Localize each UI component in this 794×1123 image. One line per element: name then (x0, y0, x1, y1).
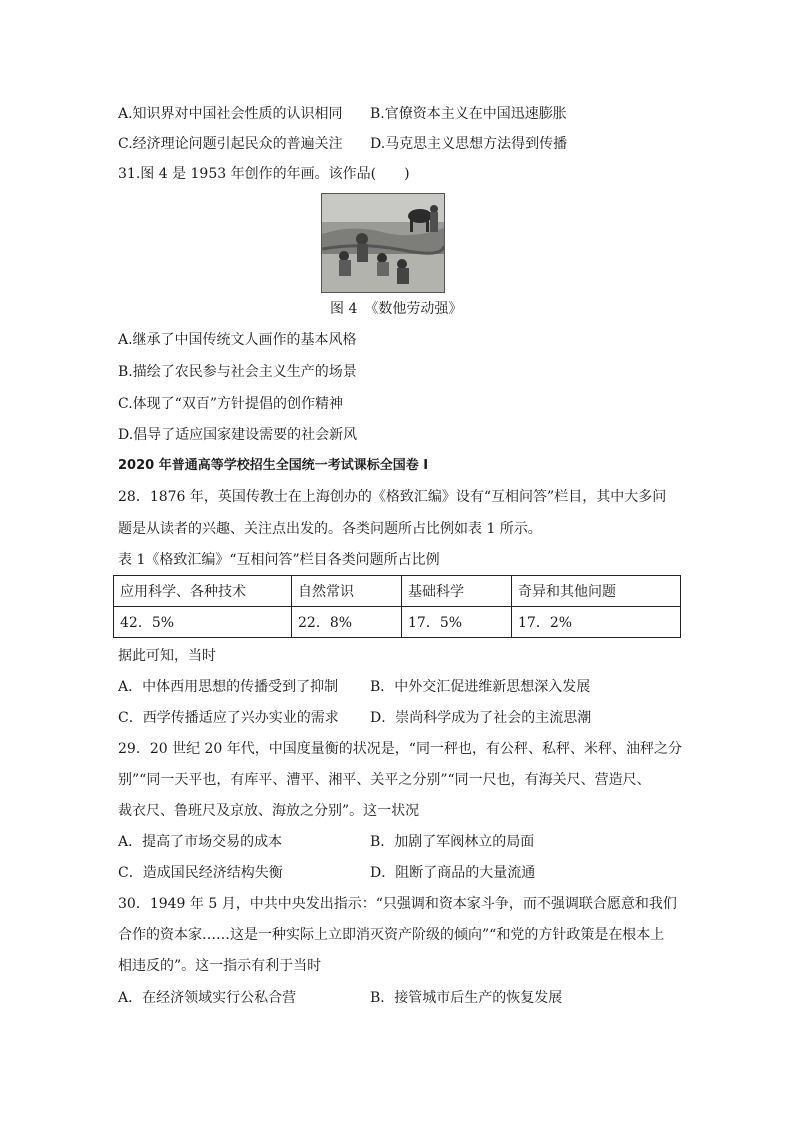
q29-option-d: D．阻断了商品的大量流通 (370, 865, 536, 881)
table-header-cell: 应用科学、各种技术 (114, 576, 292, 607)
table-header-cell: 基础科学 (402, 576, 512, 607)
q28-option-a: A．中体西用思想的传播受到了抑制 (118, 679, 339, 695)
q29-option-a: A．提高了市场交易的成本 (118, 834, 283, 850)
q28-option-b: B．中外交汇促进维新思想深入发展 (370, 679, 591, 695)
q28-option-c: C．西学传播适应了兴办实业的需求 (118, 710, 339, 726)
option-a: A.知识界对中国社会性质的认识相同 (118, 106, 343, 122)
q29-option-c: C．造成国民经济结构失衡 (118, 865, 283, 881)
new-year-painting-image (321, 193, 445, 293)
section-title: 2020 年普通高等学校招生全国统一考试课标全国卷 I (118, 458, 429, 473)
q31-option-b: B.描绘了农民参与社会主义生产的场景 (118, 364, 357, 380)
q31-stem: 31.图 4 是 1953 年创作的年画。该作品( ) (118, 166, 410, 182)
q31-option-c: C.体现了“双百”方针提倡的创作精神 (118, 396, 343, 412)
table-cell: 22．8% (292, 607, 402, 638)
q29-stem-line2: 别”“同一天平也，有库平、漕平、湘平、关平之分别”“同一尺也，有海关尺、营造尺、 (118, 772, 651, 788)
q28-option-d: D．崇尚科学成为了社会的主流思潮 (370, 710, 592, 726)
q29-stem-line1: 29．20 世纪 20 年代，中国度量衡的状况是，“同一秤也，有公秤、私秤、米秤、油秤之分 (118, 741, 682, 757)
q31-option-a: A.继承了中国传统文人画作的基本风格 (118, 332, 357, 348)
table-header-cell: 自然常识 (292, 576, 402, 607)
q30-option-a: A．在经济领域实行公私合营 (118, 990, 297, 1006)
table-cell: 17．5% (402, 607, 512, 638)
q28-question: 据此可知，当时 (118, 648, 216, 664)
q30-option-b: B．接管城市后生产的恢复发展 (370, 990, 563, 1006)
q30-stem-line3: 相违反的”。这一指示有利于当时 (118, 958, 322, 974)
option-d: D.马克思主义思想方法得到传播 (370, 136, 568, 152)
q31-option-d: D.倡导了适应国家建设需要的社会新风 (118, 427, 358, 443)
table-cell: 17．2% (512, 607, 681, 638)
q29-stem-line3: 裁衣尺、鲁班尺及京放、海放之分别”。这一状况 (118, 803, 420, 819)
q28-stem-line2: 题是从读者的兴趣、关注点出发的。各类问题所占比例如表 1 所示。 (118, 521, 542, 537)
table-title: 表 1《格致汇编》“互相问答”栏目各类问题所占比例 (118, 552, 440, 568)
table-cell: 42．5% (114, 607, 292, 638)
table-header-cell: 奇异和其他问题 (512, 576, 681, 607)
painting-illustration (322, 194, 444, 292)
q29-option-b: B．加剧了军阀林立的局面 (370, 834, 535, 850)
figure-caption: 图 4 《数他劳动强》 (330, 301, 463, 317)
q30-stem-line1: 30．1949 年 5 月，中共中央发出指示：“只强调和资本家斗争，而不强调联合愿意和我们 (118, 896, 677, 912)
table-row (114, 607, 681, 638)
table-header-row (114, 576, 681, 607)
option-c: C.经济理论问题引起民众的普遍关注 (118, 136, 343, 152)
q28-stem-line1: 28．1876 年，英国传教士在上海创办的《格致汇编》设有“互相问答”栏目，其中大多问 (118, 489, 667, 505)
q30-stem-line2: 合作的资本家……这是一种实际上立即消灭资产阶级的倾向”“和党的方针政策是在根本上 (118, 927, 665, 943)
proportion-table (113, 575, 681, 638)
option-b: B.官僚资本主义在中国迅速膨胀 (370, 106, 567, 122)
